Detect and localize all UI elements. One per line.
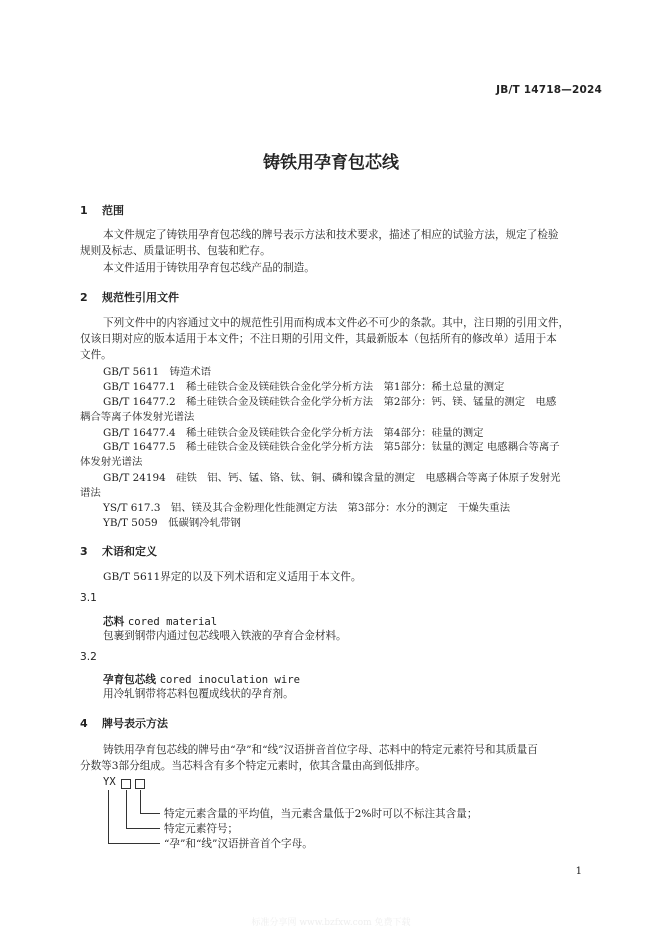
leader-line: [140, 790, 141, 814]
section-4-heading: [80, 715, 168, 731]
reference-item-continued: 谱法: [80, 487, 101, 499]
paragraph-line: 文件。: [80, 349, 112, 361]
section-title: 范围: [102, 204, 124, 217]
term-heading: [103, 614, 217, 629]
term-definition: 用冷轧钢带将芯料包覆成线状的孕育剂。: [103, 688, 294, 700]
diagram-note: 特定元素含量的平均值，当元素含量低于2%时可以不标注其含量；: [164, 808, 478, 820]
paragraph-line: 分数等3部分组成。当芯料含有多个特定元素时，依其含量由高到低排序。: [80, 760, 426, 772]
term-english: cored inoculation wire: [159, 674, 300, 686]
term-chinese: 芯料: [103, 616, 125, 628]
paragraph: 本文件适用于铸铁用孕育包芯线产品的制造。: [103, 262, 315, 274]
document-number: JB/T 14718—2024: [496, 84, 602, 96]
reference-item-continued: 耦合等离子体发射光谱法: [80, 411, 195, 423]
reference-item: GB/T 16477.1 稀土硅铁合金及镁硅铁合金化学分析方法 第1部分：稀土总量的测定: [103, 381, 505, 393]
section-title: 术语和定义: [102, 545, 157, 558]
reference-item: GB/T 16477.2 稀土硅铁合金及镁硅铁合金化学分析方法 第2部分：钙、镁、锰量的测定 电感: [103, 396, 557, 408]
document-title: 铸铁用孕育包芯线: [263, 153, 399, 173]
grade-code-prefix: YX: [103, 776, 116, 788]
paragraph-line: 铸铁用孕育包芯线的牌号由“孕”和“线”汉语拼音首位字母、芯料中的特定元素符号和其质量百: [103, 744, 538, 756]
element-symbol-box: [121, 779, 131, 789]
leader-line: [140, 813, 160, 814]
term-number: 3.1: [80, 592, 97, 604]
section-title: 规范性引用文件: [102, 291, 179, 304]
element-content-box: [135, 779, 145, 789]
reference-item-continued: 体发射光谱法: [80, 456, 143, 468]
leader-line: [126, 828, 160, 829]
diagram-note: 特定元素符号；: [164, 823, 239, 835]
section-title: 牌号表示方法: [102, 717, 168, 730]
diagram-note: “孕”和“线”汉语拼音首个字母。: [164, 838, 313, 850]
section-number: 2: [80, 291, 88, 304]
leader-line: [126, 790, 127, 829]
term-heading: [103, 672, 300, 687]
section-number: 3: [80, 545, 88, 558]
page-number: 1: [575, 866, 582, 877]
section-1-heading: [80, 202, 124, 218]
section-2-heading: [80, 289, 179, 305]
leader-line: [108, 790, 109, 844]
section-3-heading: [80, 543, 157, 559]
leader-line: [108, 843, 160, 844]
section-number: 4: [80, 717, 88, 730]
reference-item: GB/T 5611 铸造术语: [103, 366, 212, 378]
reference-item: GB/T 16477.5 稀土硅铁合金及镁硅铁合金化学分析方法 第5部分：钛量的测定 电感耦合等离子: [103, 441, 560, 453]
paragraph: GB/T 5611界定的以及下列术语和定义适用于本文件。: [103, 571, 362, 583]
paragraph-line: 本文件规定了铸铁用孕育包芯线的牌号表示方法和技术要求，描述了相应的试验方法，规定了检验: [103, 229, 559, 241]
reference-item: YS/T 617.3 铝、镁及其合金粉理化性能测定方法 第3部分：水分的测定 干燥失重法: [103, 502, 510, 514]
reference-item: GB/T 24194 硅铁 铝、钙、锰、铬、钛、铜、磷和镍含量的测定 电感耦合等离子体原子发射光: [103, 472, 561, 484]
reference-item: YB/T 5059 低碳钢冷轧带钢: [103, 517, 241, 529]
section-number: 1: [80, 204, 88, 217]
paragraph-line: 规则及标志、质量证明书、包装和贮存。: [80, 245, 271, 257]
paragraph-line: 仅该日期对应的版本适用于本文件；不注日期的引用文件，其最新版本（包括所有的修改单）适用于本: [80, 333, 557, 345]
paragraph-line: 下列文件中的内容通过文中的规范性引用而构成本文件必不可少的条款。其中，注日期的引用文件，: [103, 317, 570, 329]
term-chinese: 孕育包芯线: [103, 674, 156, 686]
term-definition: 包裹到钢带内通过包芯线喂入铁液的孕育合金材料。: [103, 630, 347, 642]
term-english: cored material: [127, 616, 218, 628]
term-number: 3.2: [80, 651, 97, 663]
reference-item: GB/T 16477.4 稀土硅铁合金及镁硅铁合金化学分析方法 第4部分：硅量的测定: [103, 427, 484, 439]
watermark: 标准分享网 www.bzfxw.com 免费下载: [251, 918, 411, 928]
